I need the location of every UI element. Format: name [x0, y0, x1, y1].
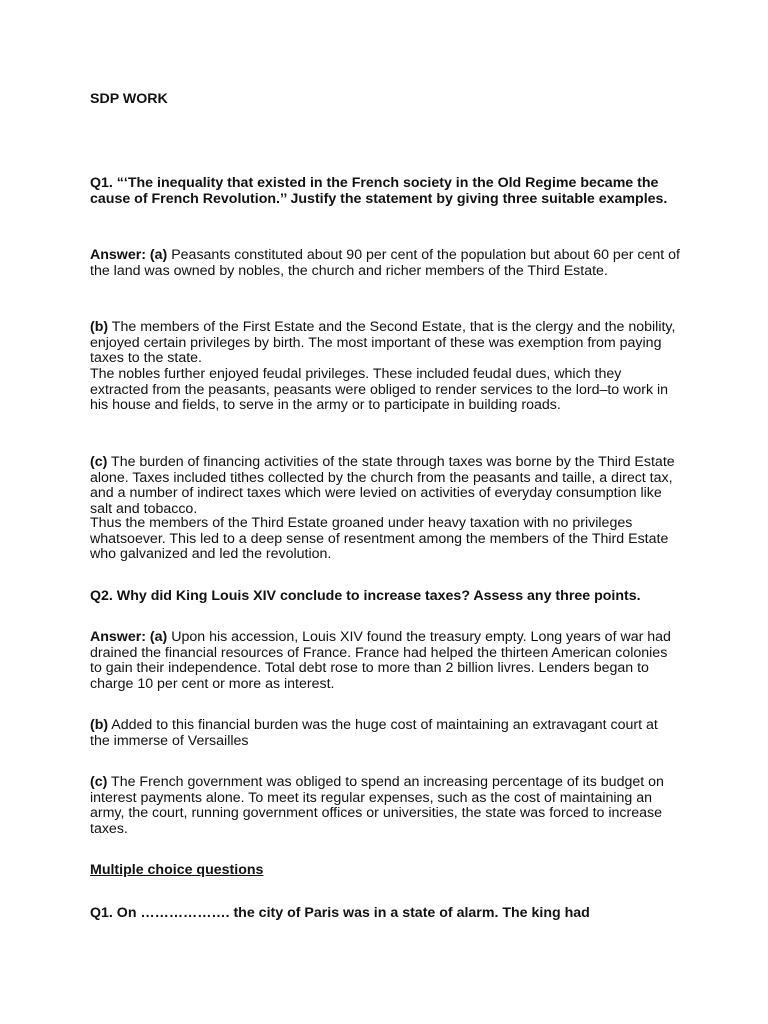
mcq-q1: Q1. On ………………. the city of Paris was in a state of alarm. The king had	[90, 905, 590, 921]
q2-question: Q2. Why did King Louis XIV conclude to increase taxes? Assess any three points.	[90, 588, 641, 604]
q2-answer-a-text: Upon his accession, Louis XIV found the treasury empty. Long years of war had drained the financial resources of France. France had helped the thirteen American colonies to gain their independence. Total debt rose to more than 2 billion livres. Lenders began to charge 10 per cent or more as interest.	[90, 629, 671, 692]
q1-answer-a-text: Peasants constituted about 90 per cent of the population but about 60 per cent of the land was owned by nobles, the church and richer members of the Third Estate.	[90, 247, 680, 279]
q1-answer-b-continued: The nobles further enjoyed feudal privileges. These included feudal dues, which they extracted from the peasants, peasants were obliged to render services to the lord–to work in his house and fields, to serve in the army or to participate in building roads.	[90, 366, 669, 413]
q1-answer-c-text: The burden of financing activities of the state through taxes was borne by the Third Estate alone. Taxes included tithes collected by the church from the peasants and taille, a direct tax, and a number of indirect taxes which were levied on activities of everyday consumption like salt and tobacco.	[90, 454, 675, 517]
q2-answer-c-text: The French government was obliged to spend an increasing percentage of its budget on interest payments alone. To meet its regular expenses, such as the cost of maintaining an army, the court, running government offices or universities, the state was forced to increase taxes.	[90, 774, 664, 837]
q1-answer-b-label: (b)	[90, 319, 109, 335]
q1-answer-a-label: Answer: (a)	[90, 247, 168, 263]
q1-answer-b	[90, 320, 680, 367]
q1-answer-c	[90, 455, 680, 517]
q1-answer-c-label: (c)	[90, 454, 108, 470]
q2-answer-a	[90, 630, 680, 692]
q1-answer-c-continued: Thus the members of the Third Estate groaned under heavy taxation with no privileges whatsoever. This led to a deep sense of resentment among the members of the Third Estate who galvanized and led the revolution.	[90, 515, 669, 562]
q1-answer-a	[90, 248, 680, 279]
q2-answer-b-label: (b)	[90, 717, 109, 733]
doc-title: SDP WORK	[90, 91, 168, 107]
mcq-heading: Multiple choice questions	[90, 862, 264, 878]
q2-answer-b-text: Added to this financial burden was the huge cost of maintaining an extravagant court at the immerse of Versailles	[90, 717, 658, 749]
q2-answer-c	[90, 775, 680, 837]
q1-answer-b-text: The members of the First Estate and the Second Estate, that is the clergy and the nobility, enjoyed certain privileges by birth. The most important of these was exemption from paying taxes to the state.	[90, 319, 676, 366]
q2-answer-a-label: Answer: (a)	[90, 629, 168, 645]
q1-question: Q1. “‘The inequality that existed in the French society in the Old Regime became the cause of French Revolution.’’ Justify the statement by giving three suitable examples.	[90, 175, 668, 207]
q2-answer-b	[90, 718, 680, 749]
q2-answer-c-label: (c)	[90, 774, 108, 790]
